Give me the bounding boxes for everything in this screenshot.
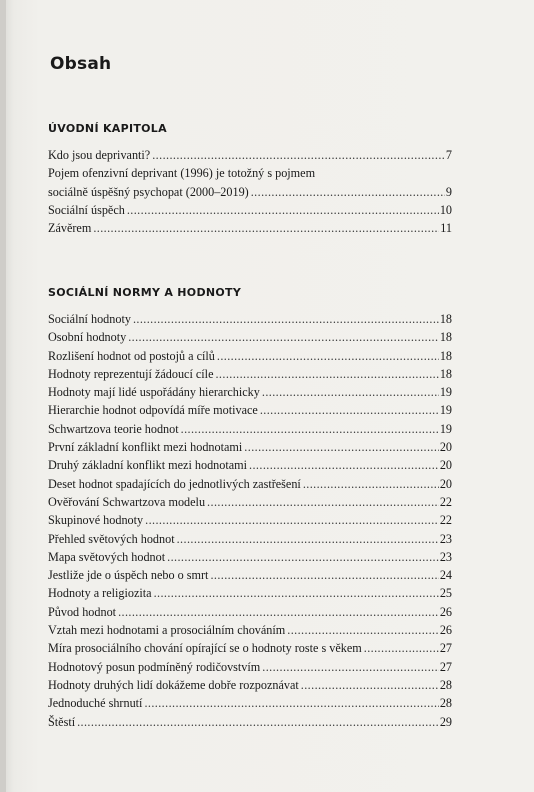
entry-page-number: 19 [439,403,452,418]
entry-page-number: 22 [439,513,452,528]
dot-leader [152,146,445,164]
dot-leader [210,566,438,584]
toc-entry [48,676,452,694]
dot-leader [364,639,439,657]
entry-page-number: 20 [439,476,452,491]
toc-entry [48,164,452,201]
dot-leader [207,493,439,511]
entry-title-continuation: sociálně úspěšný psychopat (2000–2019) [48,184,249,199]
toc-entry [48,420,452,438]
entry-page-number: 18 [439,348,452,363]
dot-leader [249,456,439,474]
entry-title: Osobní hodnoty [48,330,127,345]
entry-title: Hodnoty reprezentují žádoucí cíle [48,366,214,381]
entry-page-number: 18 [439,312,452,326]
entry-title: Sociální hodnoty [48,312,131,326]
dot-leader [181,420,439,438]
entry-title: Původ hodnot [48,604,117,619]
entry-title: Skupinové hodnoty [48,513,144,528]
toc-entry [48,584,452,602]
toc-entry [48,456,452,474]
entry-title: Míra prosociálního chování opírající se o hodnoty roste s věkem [48,641,362,656]
entry-page-number: 27 [439,641,452,656]
entry-title: Hodnoty a religiozita [48,586,152,601]
entry-title: Hodnotový posun podmíněný rodičovstvím [48,659,261,674]
entry-page-number: 29 [439,714,452,729]
toc-entry [48,493,452,511]
dot-leader [260,401,439,419]
entry-page-number: 11 [440,221,452,236]
dot-leader [118,603,439,621]
dot-leader [77,713,439,731]
dot-leader [144,694,438,712]
dot-leader [145,511,439,529]
entry-title: Mapa světových hodnot [48,549,166,564]
entry-page-number: 20 [439,440,452,455]
toc-entry [48,328,452,346]
dot-leader [127,201,439,219]
dot-leader [133,310,439,328]
entry-title: Přehled světových hodnot [48,531,175,546]
dot-leader [251,183,445,201]
dot-leader [154,584,439,602]
entry-page-number: 24 [439,568,452,583]
toc-entry [48,347,452,365]
dot-leader [244,438,439,456]
toc-entry [48,511,452,529]
toc-entry [48,201,452,219]
dot-leader [301,676,439,694]
entry-page-number: 27 [439,659,452,674]
entry-page-number: 20 [439,458,452,473]
entry-title: Hodnoty druhých lidí dokážeme dobře rozpoznávat [48,677,299,692]
entry-title: Rozlišení hodnot od postojů a cílů [48,348,215,363]
toc-entry [48,548,452,566]
toc-entry [48,566,452,584]
toc-entry [48,310,452,328]
entry-page-number: 9 [445,184,452,199]
entry-page-number: 25 [439,586,452,601]
toc-entry [48,383,452,401]
toc-entry [48,219,452,237]
entry-title: Hierarchie hodnot odpovídá míře motivace [48,403,258,418]
entry-title: Deset hodnot spadajících do jednotlivých zastřešení [48,476,301,491]
dot-leader [262,383,439,401]
toc-section-norms-values [48,286,452,731]
toc-entry [48,530,452,548]
entry-title: Štěstí [48,714,76,729]
entry-title: Pojem ofenzivní deprivant (1996) je totožný s pojmem [48,166,316,181]
dot-leader [128,328,439,346]
dot-leader [217,347,439,365]
toc-entry [48,603,452,621]
entry-title: Vztah mezi hodnotami a prosociálním chováním [48,623,286,638]
entry-page-number: 22 [439,494,452,509]
entry-title: Kdo jsou deprivanti? [48,148,151,162]
toc-section-intro [48,122,452,237]
section-heading: SOCIÁLNÍ NORMY A HODNOTY [48,286,242,299]
entry-page-number: 23 [439,549,452,564]
entry-title: První základní konflikt mezi hodnotami [48,440,243,455]
dot-leader [262,658,439,676]
toc-entry [48,401,452,419]
toc-entry-list [48,146,452,237]
dot-leader [93,219,439,237]
entry-title: Ověřování Schwartzova modelu [48,494,206,509]
toc-entry [48,621,452,639]
entry-title: Hodnoty mají lidé uspořádány hierarchicky [48,385,260,400]
entry-page-number: 26 [439,623,452,638]
toc-entry [48,365,452,383]
section-heading: ÚVODNÍ KAPITOLA [48,122,167,135]
entry-page-number: 7 [445,148,452,162]
entry-page-number: 26 [439,604,452,619]
dot-leader [287,621,439,639]
page-spine-shadow [0,0,6,792]
entry-page-number: 18 [439,366,452,381]
dot-leader [167,548,439,566]
dot-leader [177,530,439,548]
dot-leader [215,365,438,383]
entry-page-number: 10 [439,202,452,217]
entry-title: Závěrem [48,221,92,236]
toc-entry [48,146,452,164]
entry-page-number: 18 [439,330,452,345]
page-title: Obsah [50,54,112,74]
toc-entry [48,658,452,676]
dot-leader [303,475,439,493]
entry-page-number: 19 [439,385,452,400]
entry-page-number: 28 [439,696,452,711]
entry-page-number: 23 [439,531,452,546]
entry-title: Druhý základní konflikt mezi hodnotami [48,458,248,473]
toc-entry [48,694,452,712]
toc-entry [48,438,452,456]
entry-title: Jednoduché shrnutí [48,696,143,711]
entry-page-number: 28 [439,677,452,692]
toc-entry [48,639,452,657]
entry-title: Schwartzova teorie hodnot [48,421,179,436]
toc-entry [48,713,452,731]
entry-title: Jestliže jde o úspěch nebo o smrt [48,568,209,583]
entry-page-number: 19 [439,421,452,436]
toc-entry [48,475,452,493]
toc-entry-list [48,310,452,731]
entry-title: Sociální úspěch [48,202,125,217]
